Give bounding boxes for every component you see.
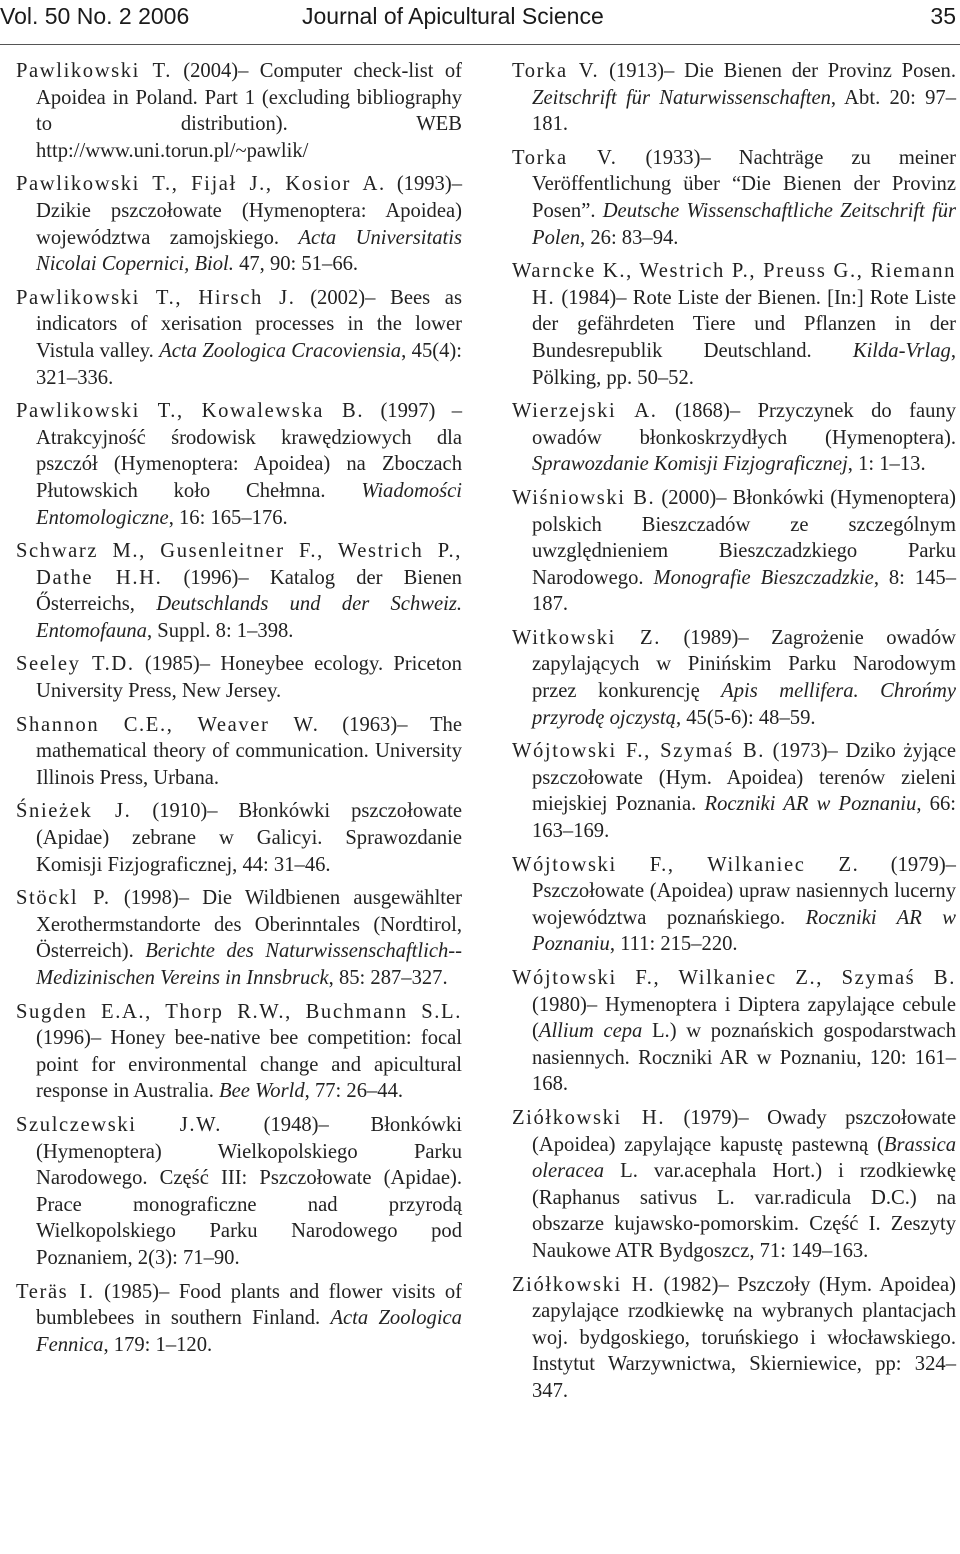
reference-details: , 26: 83–94.	[580, 226, 679, 249]
reference-source: Apis mellifera. Chrońmy przyrodę ojczystą	[532, 680, 956, 729]
reference-entry	[512, 1272, 956, 1405]
reference-year: (2002)–	[310, 286, 376, 309]
reference-authors: Torka V.	[512, 60, 600, 82]
reference-authors: Pawlikowski T.	[16, 60, 172, 82]
reference-entry	[512, 485, 956, 618]
reference-source: Berichte des Naturwissenschaftlich--Medizinischen Vereins in Innsbruck	[36, 940, 462, 989]
reference-source: Brassica oleracea	[532, 1133, 956, 1183]
reference-entry	[512, 58, 956, 138]
reference-text: Katalog der Bienen Ősterreichs,	[36, 566, 462, 616]
reference-year: (2000)–	[661, 486, 727, 509]
reference-text: Dzikie pszczołowate (Hymenoptera: Apoidea) województwa zamojskiego.	[36, 199, 462, 249]
reference-entry	[512, 398, 956, 478]
reference-details: , 111: 215–220.	[609, 933, 738, 956]
reference-entry	[16, 1112, 462, 1272]
reference-entry	[512, 145, 956, 251]
reference-text: Honey bee-native bee competition: focal point for environmental change and apicultural response in Australia.	[36, 1027, 462, 1103]
reference-authors: Witkowski Z.	[512, 626, 661, 649]
reference-details: , 8: 145–187.	[532, 566, 957, 616]
reference-year: (1979)–	[890, 853, 956, 876]
reference-details: , Pölking, pp. 50–52.	[532, 339, 956, 389]
reference-source: Allium cepa	[538, 1020, 643, 1043]
reference-details: L.) w poznańskich gospodarstwach nasiennych. Roczniki AR w Poznaniu, 120: 161–168.	[532, 1020, 956, 1096]
reference-authors: Stöckl P.	[16, 887, 111, 910]
reference-source: Zeitschrift für Naturwissenschaften	[532, 86, 831, 109]
reference-text: Hymenoptera i Diptera zapylające cebule (	[532, 993, 956, 1043]
reference-year: (1997)	[380, 400, 436, 423]
reference-authors: Wierzejski A.	[512, 400, 658, 423]
reference-year: (1985)–	[104, 1280, 170, 1303]
reference-authors: Torka V.	[512, 146, 618, 169]
volume-info: Vol. 50 No. 2 2006	[0, 3, 190, 29]
reference-authors: Pawlikowski T., Hirsch J.	[16, 286, 296, 309]
reference-authors: Ziółkowski H.	[512, 1273, 656, 1296]
reference-text: Przyczynek do fauny owadów błonkoskrzydłych (Hymenoptera).	[532, 400, 956, 449]
reference-source: Deutsche Wissenschaftliche Zeitschrift für Polen	[532, 199, 957, 249]
reference-text: Die Bienen der Provinz Posen.	[684, 60, 956, 82]
reference-source: Acta Zoologica Cracoviensia	[159, 339, 402, 362]
reference-year: (1998)–	[123, 887, 190, 910]
reference-year: (1996)–	[183, 566, 249, 589]
reference-details: , 85: 287–327.	[328, 967, 448, 989]
reference-authors: Teräs I.	[16, 1280, 95, 1303]
reference-entry	[16, 798, 462, 878]
reference-details: , 16: 165–176.	[168, 506, 288, 529]
references-right-column	[512, 58, 956, 1412]
reference-details: , Abt. 20: 97–181.	[532, 86, 956, 136]
reference-source: Bee World	[219, 1080, 305, 1103]
reference-year: (1984)–	[561, 286, 627, 309]
reference-text: Pszczołowate (Apoidea) upraw nasiennych lucerny województwa poznańskiego.	[532, 880, 956, 929]
reference-entry	[16, 58, 462, 164]
reference-authors: Wiśniowski B.	[512, 486, 656, 509]
reference-text: Błonkówki (Hymenoptera) polskich Bieszczadów ze szczególnym uwzględnieniem Bieszczadzkiego Parku Narodowego.	[532, 486, 956, 589]
reference-year: (1868)–	[674, 400, 741, 423]
reference-authors: Schwarz M., Gusenleitner F., Westrich P., Dathe H.H.	[16, 540, 462, 589]
reference-entry	[16, 999, 462, 1105]
page-number: 35	[930, 3, 956, 29]
reference-authors: Seeley T.D.	[16, 653, 135, 676]
reference-authors: Śnieżek J.	[16, 800, 132, 823]
reference-entry	[512, 738, 956, 844]
reference-text: Pszczoły (Hym. Apoidea) zapylające rzodkiewkę na wybranych plantacjach woj. bydgoskiego, toruńskiego i włocławskiego. Instytut Warzywnictwa, Skierniewice, pp: 324–347.	[532, 1273, 956, 1402]
references-left-column	[16, 58, 462, 1365]
reference-year: (1996)–	[36, 1027, 102, 1050]
header-rule	[0, 44, 960, 45]
reference-entry	[16, 885, 462, 991]
reference-text: Zagrożenie owadów zapylających w Pinińskim Parku Narodowym przez konkurencję	[532, 626, 957, 703]
reference-source: Monografie Bieszczadzkie	[653, 566, 874, 589]
reference-entry	[512, 965, 956, 1098]
reference-authors: Wójtowski F., Wilkaniec Z., Szymaś B.	[512, 967, 956, 989]
reference-source: Sprawozdanie Komisji Fizjograficznej	[532, 453, 848, 476]
reference-text: Dziko żyjące pszczołowate (Hym. Apoidea) terenów zieleni miejskiej Poznania.	[532, 740, 956, 816]
reference-source: Acta Universitatis Nicolai Copernici, Biol.	[36, 226, 462, 276]
reference-text: – Atrakcyjność środowisk krawędziowych dla pszczół (Hymenoptera: Apoidea) na Zboczach Płutowskich koło Chełmna.	[36, 400, 463, 502]
reference-year: (2004)–	[183, 60, 249, 82]
reference-details: , 179: 1–120.	[103, 1333, 213, 1356]
reference-source: Wiadomości Entomologiczne	[36, 479, 462, 529]
running-header	[0, 0, 960, 36]
reference-year: (1993)–	[396, 173, 463, 196]
reference-details: , 77: 26–44.	[304, 1080, 404, 1103]
reference-authors: Wójtowski F., Wilkaniec Z.	[512, 853, 860, 876]
reference-authors: Wójtowski F., Szymaś B.	[512, 740, 766, 763]
reference-details: 47, 90: 51–66.	[233, 253, 359, 276]
reference-source: Roczniki AR w Poznaniu	[532, 906, 956, 956]
reference-year: (1989)–	[683, 626, 749, 649]
reference-details: L. var.acephala Hort.) i rzodkiewkę (Raphanus sativus L. var.radicula D.C.) na obszarze kujawsko-pomorskim. Część I. Zeszyty Naukowe ATR Bydgoszcz, 71: 149–163.	[532, 1160, 956, 1262]
reference-text: The mathematical theory of communication. University Illinois Press, Urbana.	[36, 713, 462, 789]
reference-text: Błonkówki pszczołowate (Apidae) zebrane w Galicyi. Sprawozdanie Komisji Fizjograficznej, 44: 31–46.	[36, 800, 462, 876]
reference-text: Błonkówki (Hymenoptera) Wielkopolskiego Parku Narodowego. Część III: Pszczołowate (Apidae). Prace monograficzne nad przyrodą Wielkopolskiego Parku Narodowego pod Poznaniem, 2(3): 71–90.	[36, 1113, 463, 1269]
reference-details: , 66: 163–169.	[532, 793, 956, 843]
reference-entry	[512, 625, 956, 731]
reference-entry	[16, 171, 462, 277]
reference-authors: Shannon C.E., Weaver W.	[16, 713, 320, 736]
reference-year: (1973)–	[772, 740, 838, 763]
reference-entry	[512, 258, 956, 391]
reference-entry	[16, 1279, 462, 1359]
reference-authors: Warncke K., Westrich P., Preuss G., Riemann H.	[512, 260, 956, 309]
reference-text: Nachträge zu meiner Veröffentlichung über “Die Bienen der Provinz Posen”.	[532, 146, 956, 222]
reference-source: Acta Zoologica Fennica	[36, 1307, 462, 1356]
reference-text: Rote Liste der Bienen. [In:] Rote Liste der gefährdeten Tiere und Pflanzen in der Bundesrepublik Deutschland.	[532, 286, 957, 362]
reference-source: Deutschlands und der Schweiz. Entomofauna	[36, 593, 462, 642]
reference-text: Owady pszczołowate (Apoidea) zapylające kapustę pastewną (	[532, 1106, 956, 1156]
reference-authors: Pawlikowski T., Kowalewska B.	[16, 400, 365, 423]
reference-entry	[512, 1105, 956, 1265]
reference-text: Food plants and flower visits of bumblebees in southern Finland.	[36, 1280, 463, 1330]
reference-authors: Pawlikowski T., Fijał J., Kosior A.	[16, 173, 386, 196]
reference-text: Honeybee ecology. Priceton University Press, New Jersey.	[36, 653, 462, 703]
reference-entry	[512, 852, 956, 958]
reference-text: Bees as indicators of xerisation processes in the lower Vistula valley.	[36, 286, 462, 362]
reference-source: Kilda-Vrlag	[852, 339, 951, 362]
reference-entry	[16, 651, 462, 704]
reference-entry	[16, 712, 462, 792]
reference-authors: Sugden E.A., Thorp R.W., Buchmann S.L.	[16, 1000, 462, 1023]
reference-entry	[16, 538, 462, 644]
reference-text: Computer check-list of Apoidea in Poland. Part 1 (excluding bibliography to distribution). WEB http://www.uni.torun.pl/~pawlik/	[36, 60, 462, 162]
reference-year: (1933)–	[645, 146, 711, 169]
journal-title: Journal of Apicultural Science	[302, 3, 604, 29]
reference-text: Die Wildbienen ausgewählter Xerothermstandorte des Oberinntales (Nordtirol, Österreich).	[36, 887, 463, 963]
reference-entry	[16, 285, 462, 391]
reference-source: Roczniki AR w Poznaniu	[704, 793, 917, 816]
reference-details: , 45(4): 321–336.	[36, 339, 462, 389]
reference-year: (1979)–	[683, 1106, 749, 1129]
reference-authors: Szulczewski J.W.	[16, 1113, 223, 1136]
reference-year: (1985)–	[144, 653, 211, 676]
reference-details: , 1: 1–13.	[847, 453, 926, 476]
reference-details: , 45(5-6): 48–59.	[675, 706, 816, 729]
reference-authors: Ziółkowski H.	[512, 1106, 666, 1129]
reference-year: (1948)–	[263, 1113, 329, 1136]
reference-year: (1980)–	[532, 993, 598, 1016]
reference-year: (1910)–	[152, 800, 218, 823]
reference-year: (1963)–	[342, 713, 408, 736]
reference-details: , Suppl. 8: 1–398.	[146, 619, 294, 642]
reference-year: (1913)–	[609, 60, 675, 82]
reference-year: (1982)–	[663, 1273, 729, 1296]
reference-entry	[16, 398, 462, 531]
